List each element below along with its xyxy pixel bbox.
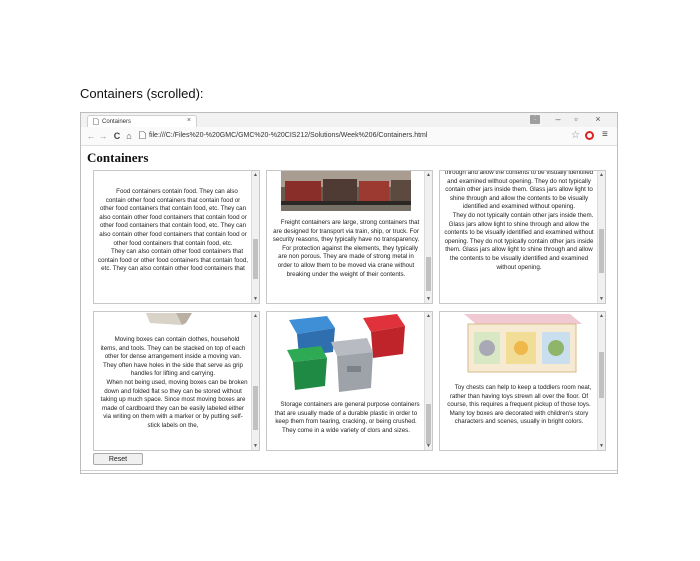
moving-box-container[interactable] bbox=[93, 311, 260, 451]
back-button[interactable]: ← bbox=[86, 131, 96, 141]
maximize-button[interactable]: ▫ bbox=[574, 114, 578, 124]
document-icon bbox=[93, 118, 99, 127]
scroll-thumb[interactable] bbox=[599, 229, 604, 273]
page-title: Containers bbox=[87, 150, 149, 165]
scrollbar[interactable] bbox=[424, 312, 432, 450]
storage-bins-image bbox=[283, 312, 409, 394]
scroll-thumb[interactable] bbox=[599, 352, 604, 398]
file-icon bbox=[139, 131, 146, 141]
moving-text: Moving boxes can contain clothes, household items, and tools. They can be stacked on top of each other for dense arrangement inside a moving van. They often have holes in the side that serve as grip handles for lifting and carrying. When not being used, moving boxes can be broken down and folded flat so they can be stored without taking up much space. Since most moving boxes are made of cardboard they can be easily labeled either via writing on them with a marker or by putting self-stick labels on the, bbox=[100, 336, 248, 429]
page-content bbox=[81, 146, 617, 473]
address-bar[interactable] bbox=[149, 132, 427, 139]
freight-container-box[interactable] bbox=[266, 170, 433, 304]
scrollbar[interactable] bbox=[251, 171, 259, 303]
scroll-up-icon[interactable]: ▲ bbox=[426, 172, 431, 178]
scroll-up-icon[interactable]: ▲ bbox=[253, 172, 258, 178]
browser-toolbar bbox=[81, 127, 617, 146]
jars-text: through and allow the contents to be visually identified and examined without opening. They do not typically contain other jars inside them. Glass jars allow light to shine through and allow the contents to be visually identified and examined without opening. They do not typically contain other jars inside them. Glass jars allow light to shine through and allow the contents to be visually identified and examined without opening. They do not typically contain other jars inside them. Glass jars allow light to shine through and allow the contents to be visually identified and examined without opening. bbox=[444, 170, 594, 271]
scrollbar[interactable] bbox=[597, 312, 605, 450]
tab-strip bbox=[81, 113, 617, 127]
scroll-down-icon[interactable]: ▼ bbox=[599, 443, 604, 449]
food-container-box[interactable] bbox=[93, 170, 260, 304]
scrollbar[interactable] bbox=[424, 171, 432, 303]
browser-window bbox=[80, 112, 618, 474]
url-text: file:///C:/Files%20-%20GMC/GMC%20-%20CIS212/Solutions/Week%206/Containers.html bbox=[149, 132, 428, 139]
scroll-down-icon[interactable]: ▼ bbox=[253, 443, 258, 449]
toy-chest-image bbox=[458, 312, 586, 376]
toy-chest-box[interactable] bbox=[439, 311, 606, 451]
reload-button[interactable]: C bbox=[113, 131, 121, 141]
home-button[interactable]: ⌂ bbox=[126, 131, 132, 141]
jars-container-box[interactable] bbox=[439, 170, 606, 304]
minimize-button[interactable]: – bbox=[555, 114, 561, 124]
tab-title: Containers bbox=[102, 119, 132, 125]
scroll-up-icon[interactable]: ▲ bbox=[599, 172, 604, 178]
scroll-down-icon[interactable]: ▼ bbox=[599, 296, 604, 302]
freight-train-image bbox=[281, 171, 411, 211]
scroll-thumb[interactable] bbox=[253, 239, 258, 279]
scroll-down-icon[interactable]: ▼ bbox=[426, 443, 431, 449]
scroll-up-icon[interactable]: ▲ bbox=[426, 313, 431, 319]
scroll-down-icon[interactable]: ▼ bbox=[253, 296, 258, 302]
food-text: Food containers contain food. They can also contain other food containers that contain food or other food containers that contain food, etc. They can also contain other food containers that contain food or other food containers that contain food, etc. They can also contain other food containers that contain food or other food containers that contain food, etc. They can also contain other food containers that contain food or other food containers that contain food, etc. They can also contain other food containers that bbox=[98, 188, 248, 273]
scroll-up-icon[interactable]: ▲ bbox=[253, 313, 258, 319]
freight-text: Freight containers are large, strong containers that are designed for transport via train, ship, or truck. For security reasons, they typically have no transparency. For protection against the elements, they typically are non porous. They are made of strong metal in order to allow them to be moved via crane without breaking under the weight of their contents. bbox=[272, 219, 420, 278]
divider bbox=[81, 470, 617, 471]
scroll-thumb[interactable] bbox=[426, 257, 431, 291]
figure-caption: Containers (scrolled): bbox=[80, 86, 204, 101]
scroll-thumb[interactable] bbox=[426, 404, 431, 444]
bookmark-star-icon[interactable]: ☆ bbox=[571, 130, 580, 141]
storage-text: Storage containers are general purpose containers that are usually made of a durable plastic in order to keep them from tearing, cracking, or being crushed. They come in a wide variety of clors and sizes. bbox=[274, 401, 420, 434]
user-profile-icon[interactable]: ⁚ bbox=[530, 115, 540, 124]
scroll-up-icon[interactable]: ▲ bbox=[599, 313, 604, 319]
scroll-down-icon[interactable]: ▼ bbox=[426, 296, 431, 302]
forward-button[interactable]: → bbox=[98, 131, 108, 141]
scrollbar[interactable] bbox=[251, 312, 259, 450]
tab-close-icon[interactable]: × bbox=[186, 117, 191, 124]
toys-text: Toy chests can help to keep a toddlers room neat, rather than having toys strewn all over the floor. Of course, this requires a frequent pickup of those toys. Many toy boxes are decorated with children's story characters and scenes, usually in bright colors. bbox=[447, 384, 592, 426]
storage-container-box[interactable] bbox=[266, 311, 433, 451]
menu-icon[interactable]: ≡ bbox=[602, 129, 608, 140]
opera-icon[interactable] bbox=[585, 131, 594, 140]
moving-box-image bbox=[146, 312, 194, 324]
reset-button[interactable]: Reset bbox=[93, 453, 143, 465]
close-window-button[interactable]: × bbox=[595, 114, 601, 124]
scrollbar[interactable] bbox=[597, 171, 605, 303]
scroll-thumb[interactable] bbox=[253, 386, 258, 430]
